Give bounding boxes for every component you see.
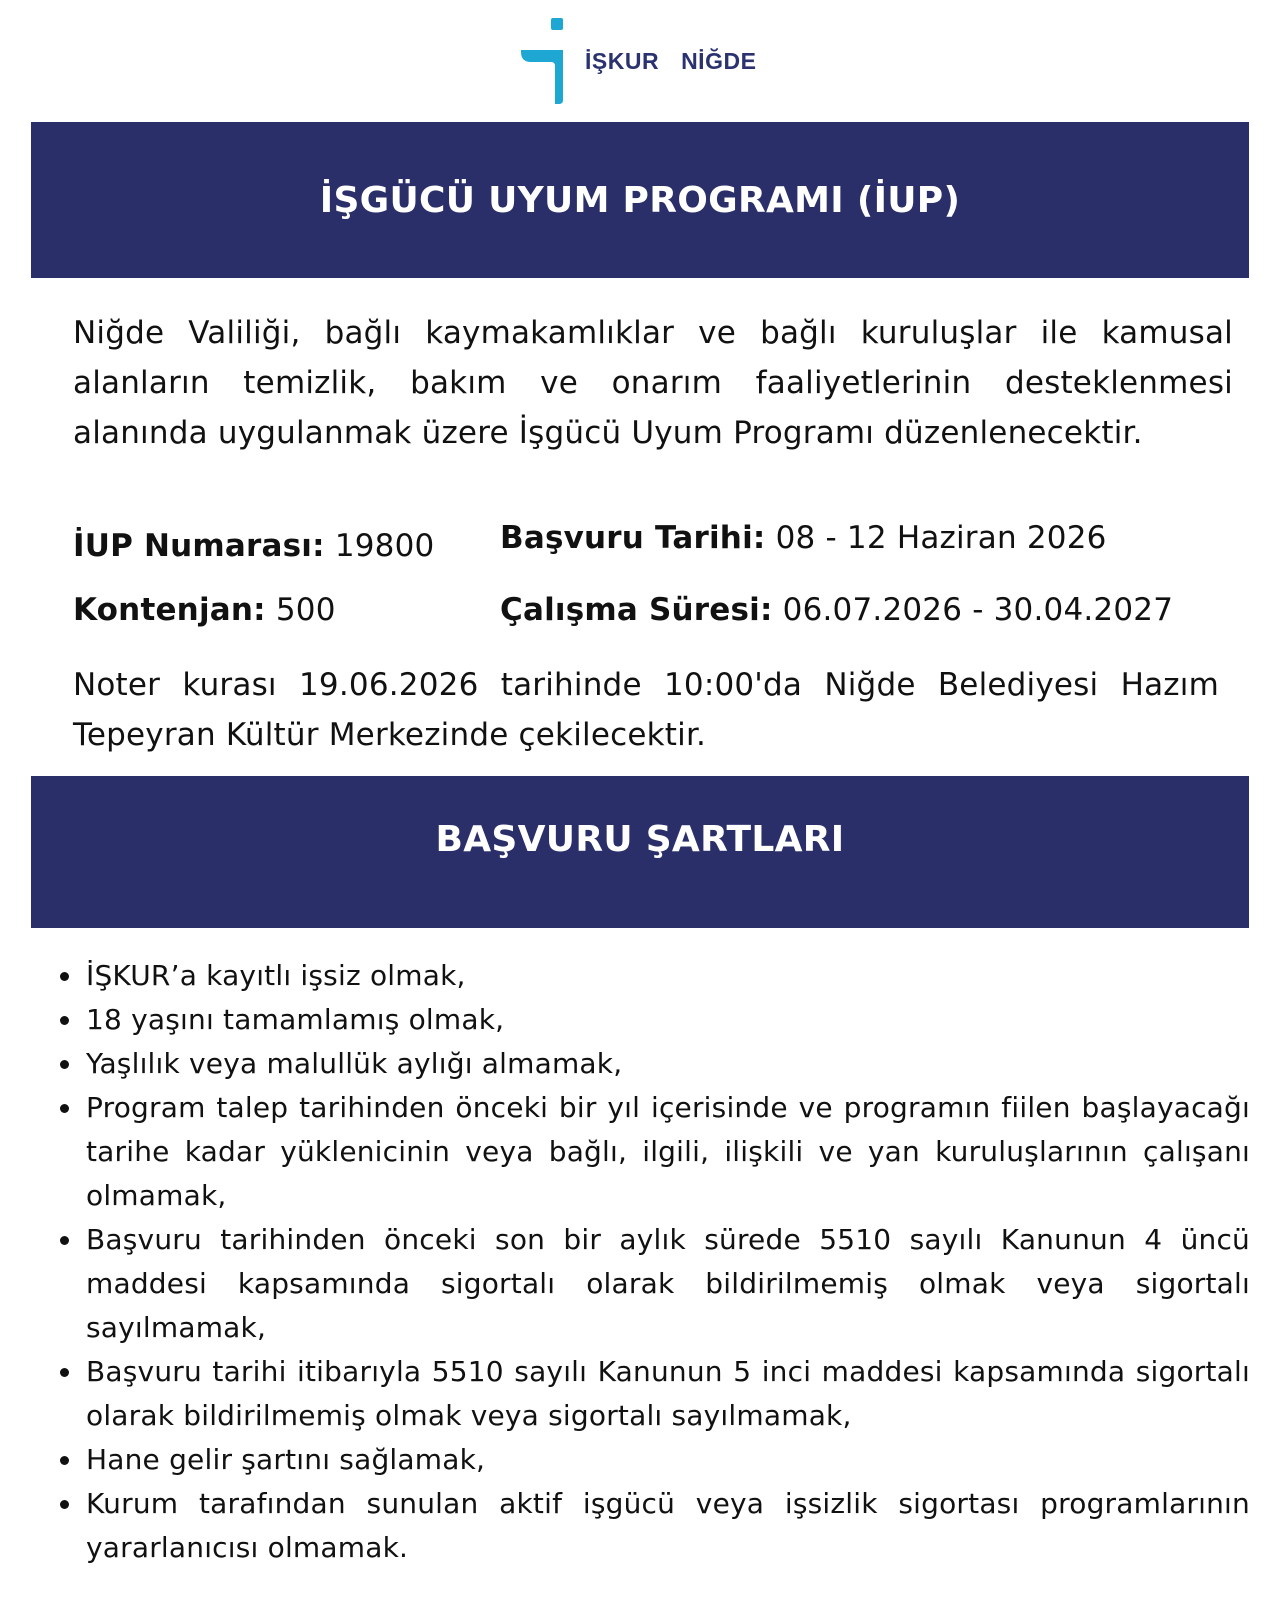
- iup-number-label: İUP Numarası:: [73, 528, 325, 564]
- program-intro: Niğde Valiliği, bağlı kaymakamlıklar ve bağlı kuruluşlar ile kamusal alanların temizlik, bakım ve onarım faaliyetlerinin desteklenmesi alanında uygulanmak üzere İşgücü Uyum Programı düzenlenecektir.: [73, 315, 1233, 451]
- requirements-title: BAŞVURU ŞARTLARI: [435, 818, 845, 860]
- program-title: İŞGÜCÜ UYUM PROGRAMI (İUP): [319, 179, 961, 221]
- lottery-notice: Noter kurası 19.06.2026 tarihinde 10:00'da Niğde Belediyesi Hazım Tepeyran Kültür Merkezinde çekilecektir.: [73, 667, 1219, 753]
- program-title-banner: [31, 122, 1249, 278]
- iup-number-value: 19800: [334, 528, 435, 564]
- application-date-label: Başvuru Tarihi:: [500, 520, 766, 556]
- logo-city: NİĞDE: [681, 48, 757, 74]
- logo-brand: İŞKUR: [585, 48, 660, 74]
- list-item: İŞKUR’a kayıtlı işsiz olmak,: [58, 954, 1250, 998]
- application-date-value: 08 - 12 Haziran 2026: [775, 520, 1107, 556]
- requirements-list: [58, 954, 1250, 1570]
- logo-text: [585, 48, 756, 75]
- iup-number: [73, 528, 434, 564]
- requirements-title-banner: [31, 776, 1249, 928]
- list-item: Hane gelir şartını sağlamak,: [58, 1438, 1250, 1482]
- list-item: Başvuru tarihinden önceki son bir aylık sürede 5510 sayılı Kanunun 4 üncü maddesi kapsamında sigortalı olarak bildirilmemiş olmak veya sigortalı sayılmamak,: [58, 1218, 1250, 1350]
- list-item: Kurum tarafından sunulan aktif işgücü veya işsizlik sigortası programlarının yararlanıcısı olmamak.: [58, 1482, 1250, 1570]
- list-item: Program talep tarihinden önceki bir yıl içerisinde ve programın fiilen başlayacağı tarihe kadar yüklenicinin veya bağlı, ilgili, ilişkili ve yan kuruluşlarının çalışanı olmamak,: [58, 1086, 1250, 1218]
- work-period: [500, 592, 1173, 628]
- quota-value: 500: [275, 592, 336, 628]
- work-period-label: Çalışma Süresi:: [500, 592, 773, 628]
- application-date: [500, 520, 1107, 556]
- iskur-logo-mark-icon: [521, 18, 575, 104]
- iskur-logo: [521, 18, 781, 104]
- quota-label: Kontenjan:: [73, 592, 266, 628]
- list-item: Yaşlılık veya malullük aylığı almamak,: [58, 1042, 1250, 1086]
- list-item: 18 yaşını tamamlamış olmak,: [58, 998, 1250, 1042]
- quota: [73, 592, 336, 628]
- list-item: Başvuru tarihi itibarıyla 5510 sayılı Kanunun 5 inci maddesi kapsamında sigortalı olarak bildirilmemiş olmak veya sigortalı sayılmamak,: [58, 1350, 1250, 1438]
- work-period-value: 06.07.2026 - 30.04.2027: [782, 592, 1174, 628]
